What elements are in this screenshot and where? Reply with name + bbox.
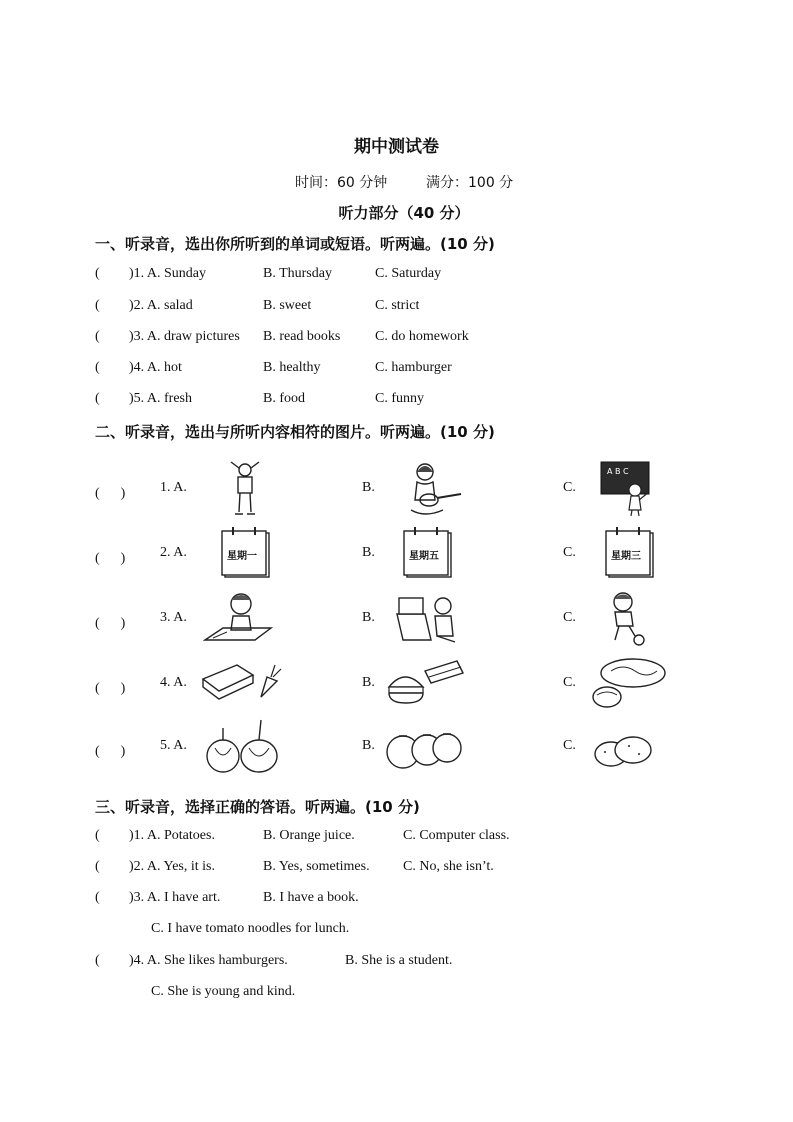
answer-paren[interactable]: ( ) bbox=[95, 551, 126, 566]
tomato-icon bbox=[385, 724, 465, 772]
answer-paren[interactable]: ( ) bbox=[95, 616, 126, 631]
answer-paren[interactable]: ( bbox=[95, 859, 100, 874]
boy-writing-icon bbox=[203, 590, 273, 646]
answer-paren[interactable]: ( ) bbox=[95, 744, 126, 759]
noodles-dish-icon bbox=[589, 655, 667, 711]
calendar-icon: 星期五 bbox=[403, 527, 453, 579]
boy-stretching-icon bbox=[225, 460, 265, 518]
boy-football-icon bbox=[603, 590, 647, 646]
onion-icon bbox=[205, 718, 281, 776]
answer-paren[interactable]: ( bbox=[95, 266, 100, 281]
answer-paren[interactable]: ( bbox=[95, 953, 100, 968]
section-two-item-2: ( ) 2. A. 星期一 B. 星期五 C. 星期三 bbox=[95, 525, 715, 595]
section-two-item-5: ( ) 5. A. B. C. bbox=[95, 718, 715, 788]
section-three-heading: 三、听录音，选择正确的答语。听两遍。(10 分) bbox=[95, 798, 420, 816]
page-title: 期中测试卷 bbox=[354, 137, 439, 156]
potato-icon bbox=[593, 732, 655, 770]
calendar-icon: 星期三 bbox=[605, 527, 655, 579]
teacher-blackboard-icon bbox=[599, 460, 655, 516]
answer-paren[interactable]: ( bbox=[95, 360, 100, 375]
girl-guitar-icon bbox=[403, 460, 463, 518]
hamburger-sandwich-icon bbox=[385, 657, 465, 709]
exam-time: 时间：60 分钟 bbox=[295, 175, 388, 191]
part-subtitle: 听力部分（40 分） bbox=[338, 204, 470, 222]
answer-paren[interactable]: ( bbox=[95, 890, 100, 905]
exam-score: 满分：100 分 bbox=[426, 175, 514, 191]
bread-carrot-icon bbox=[201, 659, 285, 703]
section-two-item-1: ( ) 1. A. B. C. A B C bbox=[95, 460, 715, 530]
answer-paren[interactable]: ( bbox=[95, 298, 100, 313]
answer-paren[interactable]: ( ) bbox=[95, 486, 126, 501]
section-two-item-3: ( ) 3. A. B. C. bbox=[95, 590, 715, 660]
answer-paren[interactable]: ( bbox=[95, 329, 100, 344]
section-two-heading: 二、听录音，选出与所听内容相符的图片。听两遍。(10 分) bbox=[95, 423, 495, 441]
section-one-heading: 一、听录音，选出你所听到的单词或短语。听两遍。(10 分) bbox=[95, 235, 495, 253]
answer-paren[interactable]: ( ) bbox=[95, 681, 126, 696]
section-two-item-4: ( ) 4. A. B. C. bbox=[95, 655, 715, 725]
answer-paren[interactable]: ( bbox=[95, 391, 100, 406]
svg-text:A B C: A B C bbox=[607, 467, 629, 476]
answer-paren[interactable]: ( bbox=[95, 828, 100, 843]
calendar-icon: 星期一 bbox=[221, 527, 271, 579]
boy-computer-icon bbox=[393, 590, 463, 646]
